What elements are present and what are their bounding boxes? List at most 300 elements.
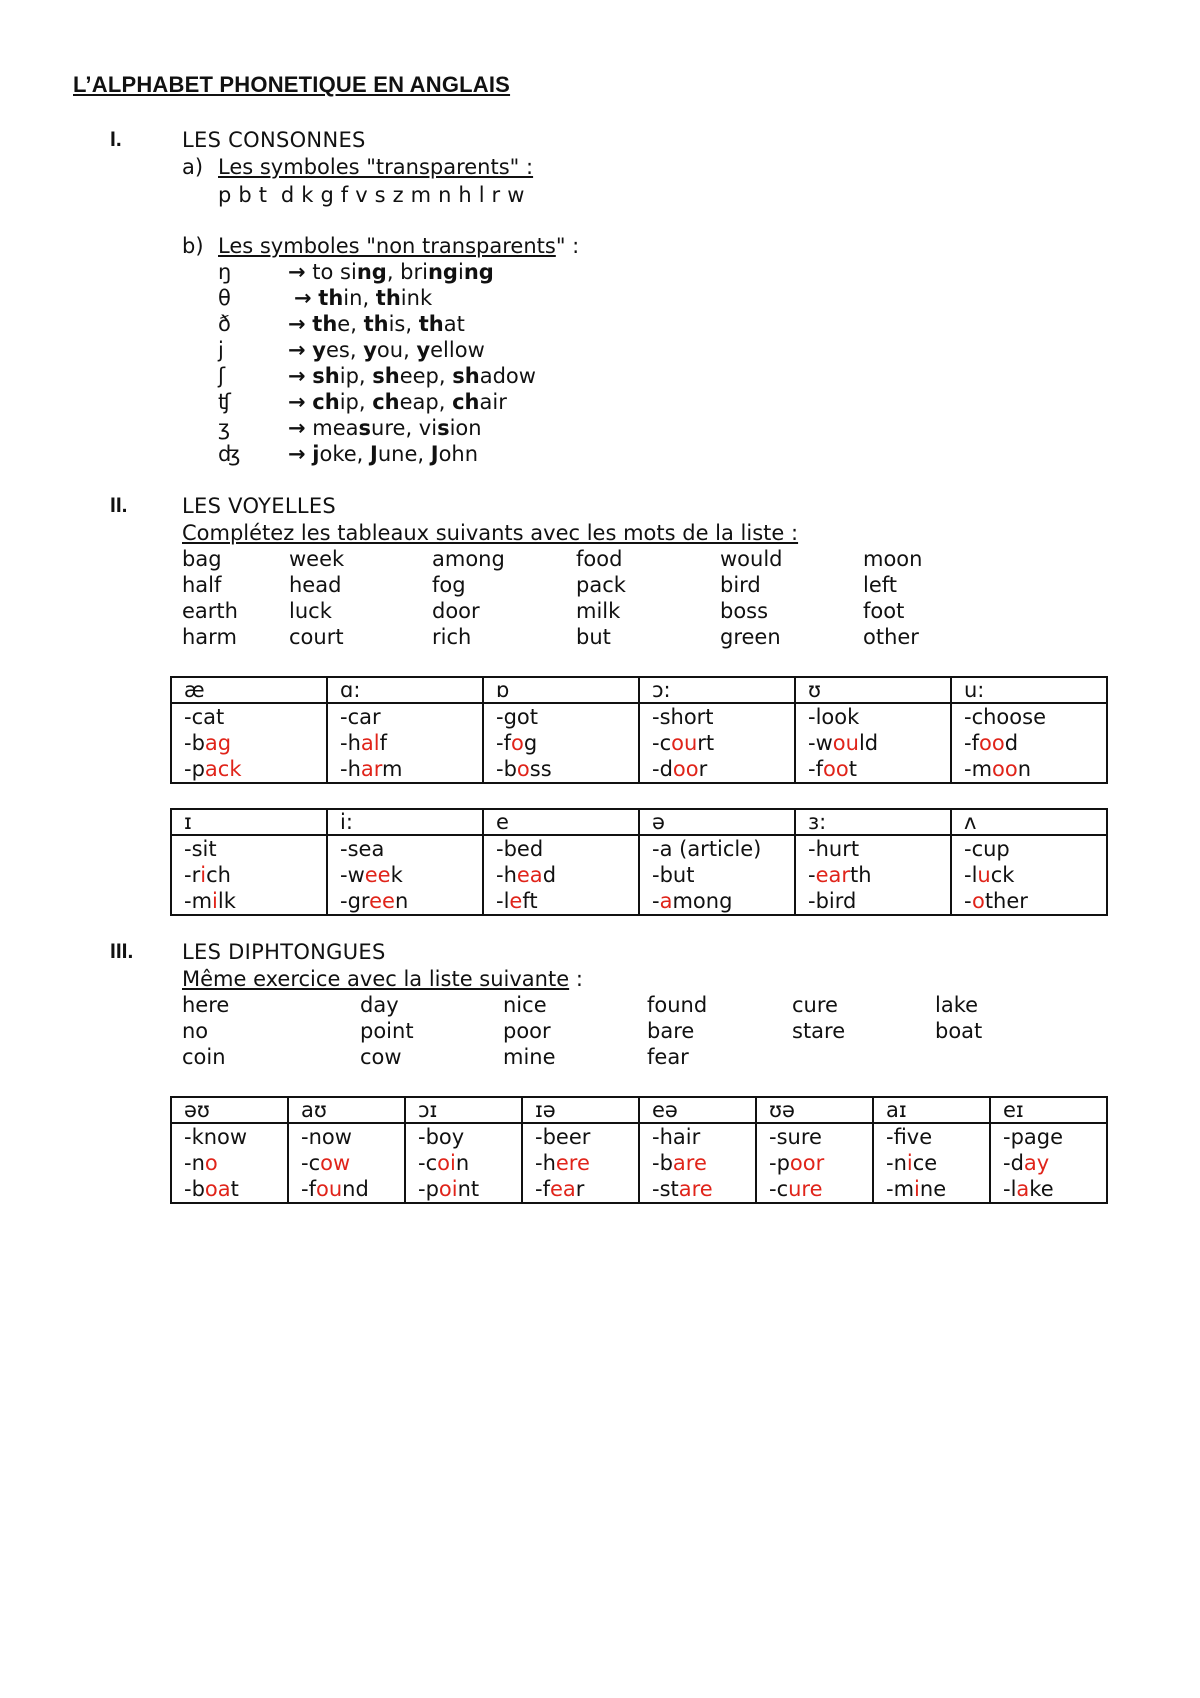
ipa-symbol: ʤ <box>218 442 241 466</box>
word-text: ce <box>912 1151 938 1175</box>
word-text: -bird <box>808 889 857 913</box>
arrow-right-icon: → <box>288 312 306 336</box>
arrow-right-icon: → <box>288 390 306 414</box>
word-text: -sit <box>184 837 217 861</box>
word-text: -n <box>886 1151 907 1175</box>
highlighted-letters: oi <box>438 1177 458 1201</box>
example-cell <box>288 1123 405 1203</box>
example-text: eap, <box>399 390 453 414</box>
word-list-item: nice <box>503 993 547 1017</box>
example-word <box>496 862 638 888</box>
example-highlight: sh <box>452 364 480 388</box>
word-text: -h <box>496 863 517 887</box>
arrow-right-icon: → <box>288 442 306 466</box>
example-word <box>652 1176 755 1202</box>
highlighted-letters: oo <box>978 731 1005 755</box>
highlighted-letters: oo <box>672 757 699 781</box>
example-word <box>886 1150 989 1176</box>
example-text: , bri <box>386 260 428 284</box>
example-word <box>652 704 794 730</box>
word-list-item: bare <box>647 1019 695 1043</box>
section-3-instruction <box>182 967 583 991</box>
ipa-symbol: ŋ <box>218 260 232 284</box>
example-highlight: th <box>375 286 401 310</box>
example-word <box>886 1124 989 1150</box>
example-word <box>886 1176 989 1202</box>
word-text: -m <box>184 889 213 913</box>
example-word <box>301 1176 404 1202</box>
word-text: -d <box>1003 1151 1024 1175</box>
ipa-header-cell: i: <box>327 809 483 835</box>
ipa-header-cell: aʊ <box>288 1097 405 1123</box>
word-list-item: pack <box>576 573 626 597</box>
example-text: e, <box>337 312 364 336</box>
word-text: -page <box>1003 1125 1064 1149</box>
word-list-item: poor <box>503 1019 551 1043</box>
example-cell <box>951 703 1107 783</box>
page-title: L’ALPHABET PHONETIQUE EN ANGLAIS <box>73 72 511 97</box>
subsection-b-label-rest: " : <box>555 234 580 258</box>
section-1-title: LES CONSONNES <box>182 128 366 152</box>
word-list-item: milk <box>576 599 621 623</box>
word-list-item: boss <box>720 599 769 623</box>
highlighted-letters: al <box>360 731 380 755</box>
highlighted-letters: ea <box>516 863 543 887</box>
table-header-row <box>171 1097 1107 1123</box>
example-word <box>769 1124 872 1150</box>
word-text: ke <box>1029 1177 1054 1201</box>
example-word <box>418 1176 521 1202</box>
symbol-examples <box>294 286 432 310</box>
highlighted-letters: i <box>914 1177 920 1201</box>
highlighted-letters: oo <box>822 757 849 781</box>
subsection-b-label <box>218 234 579 258</box>
word-text: lk <box>217 889 236 913</box>
word-text: -boy <box>418 1125 465 1149</box>
word-text: -gr <box>340 889 370 913</box>
highlighted-letters: ou <box>671 731 698 755</box>
example-cell <box>327 703 483 783</box>
word-list-item: green <box>720 625 781 649</box>
highlighted-letters: ear <box>815 863 851 887</box>
word-list-item: head <box>289 573 342 597</box>
word-list-item: no <box>182 1019 209 1043</box>
example-word <box>184 704 326 730</box>
example-text: ohn <box>438 442 479 466</box>
transparent-symbols-list <box>218 183 531 207</box>
highlighted-letters: ou <box>832 731 859 755</box>
vowel-table-1 <box>170 676 1108 784</box>
example-word <box>184 756 326 782</box>
word-text: -b <box>184 731 205 755</box>
example-text: ip, <box>339 364 373 388</box>
example-text: ou, <box>376 338 417 362</box>
highlighted-letters: ow <box>320 1151 351 1175</box>
transparent-symbol: b <box>238 183 252 207</box>
example-cell <box>639 1123 756 1203</box>
arrow-right-icon: → <box>288 338 306 362</box>
word-text: -l <box>964 863 978 887</box>
word-list-item: would <box>720 547 783 571</box>
example-word <box>1003 1176 1106 1202</box>
word-text: d <box>542 863 557 887</box>
word-text: -b <box>184 1177 205 1201</box>
example-word <box>964 704 1106 730</box>
highlighted-letters: are <box>672 1151 707 1175</box>
highlighted-letters: ure <box>788 1177 823 1201</box>
section-3-instruction-underlined: Même exercice avec la liste suivante <box>182 967 570 991</box>
word-text: -m <box>886 1177 915 1201</box>
word-list-item: bag <box>182 547 222 571</box>
example-cell <box>990 1123 1107 1203</box>
example-highlight: s <box>437 416 450 440</box>
example-word <box>496 836 638 862</box>
ipa-symbol: ʒ <box>218 416 231 440</box>
word-list-item: rich <box>432 625 472 649</box>
word-text: d <box>1004 731 1019 755</box>
word-list-item: point <box>360 1019 414 1043</box>
section-3-title: LES DIPHTONGUES <box>182 940 386 964</box>
word-text: f <box>379 731 387 755</box>
word-text: -hair <box>652 1125 701 1149</box>
highlighted-letters: u <box>977 863 991 887</box>
example-highlight: ch <box>312 390 340 414</box>
word-text: -hurt <box>808 837 860 861</box>
word-list-item: stare <box>792 1019 846 1043</box>
word-list-item: mine <box>503 1045 556 1069</box>
word-list-item: foot <box>863 599 905 623</box>
ipa-header-cell: eə <box>639 1097 756 1123</box>
word-text: -c <box>301 1151 321 1175</box>
example-word <box>769 1176 872 1202</box>
symbol-examples <box>288 416 482 440</box>
example-word <box>184 862 326 888</box>
symbol-examples <box>288 364 536 388</box>
table-row <box>171 835 1107 915</box>
ipa-header-cell: e <box>483 809 639 835</box>
example-cell <box>483 703 639 783</box>
example-word <box>418 1124 521 1150</box>
highlighted-letters: ee <box>369 889 395 913</box>
highlighted-letters: oa <box>204 1177 231 1201</box>
word-list-item: luck <box>289 599 332 623</box>
example-word <box>184 836 326 862</box>
example-word <box>184 730 326 756</box>
example-text: es, <box>326 338 364 362</box>
example-word <box>535 1124 638 1150</box>
highlighted-letters: i <box>200 863 207 887</box>
ipa-symbol: ð <box>218 312 231 336</box>
word-text: -got <box>496 705 538 729</box>
word-text: -c <box>652 731 672 755</box>
word-text: -five <box>886 1125 933 1149</box>
word-text: -a (article) <box>652 837 762 861</box>
example-text: air <box>479 390 507 414</box>
word-text: -bed <box>496 837 544 861</box>
word-list-item: here <box>182 993 230 1017</box>
ipa-symbol: θ <box>218 286 231 310</box>
highlighted-letters: i <box>906 1151 913 1175</box>
section-1-number: I. <box>110 128 122 151</box>
example-word <box>808 756 950 782</box>
word-list-item: found <box>647 993 708 1017</box>
example-word <box>652 888 794 914</box>
highlighted-letters: ou <box>315 1177 343 1201</box>
arrow-right-icon: → <box>294 286 312 310</box>
symbol-examples <box>288 338 485 362</box>
highlighted-letters: ar <box>360 757 383 781</box>
ipa-header-cell: ɪ <box>171 809 327 835</box>
transparent-symbol: d <box>280 183 295 207</box>
word-list-item: bird <box>720 573 761 597</box>
example-word <box>808 836 950 862</box>
word-text: -w <box>340 863 365 887</box>
transparent-symbol: h <box>458 183 472 207</box>
word-text: -f <box>301 1177 316 1201</box>
word-text: -p <box>769 1151 790 1175</box>
word-text: -st <box>652 1177 679 1201</box>
example-word <box>418 1150 521 1176</box>
example-cell <box>405 1123 522 1203</box>
ipa-header-cell: ɒ <box>483 677 639 703</box>
example-cell <box>327 835 483 915</box>
word-list-item: left <box>863 573 898 597</box>
example-cell <box>756 1123 873 1203</box>
word-list-item: cow <box>360 1045 402 1069</box>
example-highlight: th <box>318 286 344 310</box>
word-list-item: lake <box>935 993 979 1017</box>
word-text: -look <box>808 705 860 729</box>
word-text: ne <box>919 1177 947 1201</box>
word-text: -h <box>535 1151 556 1175</box>
example-highlight: y <box>363 338 377 362</box>
example-text: ion <box>449 416 482 440</box>
example-cell <box>873 1123 990 1203</box>
word-list-item: harm <box>182 625 237 649</box>
arrow-right-icon: → <box>288 364 306 388</box>
highlighted-letters: ee <box>364 863 391 887</box>
transparent-symbol: r <box>491 183 501 207</box>
transparent-symbol: t <box>258 183 267 207</box>
subsection-b-marker: b) <box>182 234 204 258</box>
symbol-examples <box>288 390 507 414</box>
example-word <box>769 1150 872 1176</box>
example-text: mea <box>312 416 359 440</box>
word-list-item: fear <box>647 1045 689 1069</box>
example-word <box>808 704 950 730</box>
example-highlight: ng <box>463 260 494 284</box>
word-text: -f <box>496 731 511 755</box>
example-cell <box>522 1123 639 1203</box>
word-text: -know <box>184 1125 248 1149</box>
example-cell <box>639 835 795 915</box>
example-text: is, <box>388 312 419 336</box>
word-text: m <box>382 757 403 781</box>
highlighted-letters: o <box>204 1151 218 1175</box>
word-text: -r <box>184 863 201 887</box>
ipa-header-cell: ə <box>639 809 795 835</box>
example-text: ip, <box>339 390 373 414</box>
word-text: nd <box>342 1177 369 1201</box>
word-text: ther <box>984 889 1028 913</box>
highlighted-letters: o <box>516 757 530 781</box>
word-text: -p <box>418 1177 439 1201</box>
example-word <box>652 1124 755 1150</box>
word-text: -f <box>808 757 823 781</box>
word-list-item: court <box>289 625 344 649</box>
subsection-b-label-underlined: Les symboles "non transparents <box>218 234 556 258</box>
word-list-item: coin <box>182 1045 226 1069</box>
transparent-symbol: f <box>340 183 349 207</box>
example-word <box>964 836 1106 862</box>
word-list-item: day <box>360 993 399 1017</box>
word-text: -f <box>964 731 979 755</box>
example-word <box>340 862 482 888</box>
word-text: -w <box>808 731 833 755</box>
ipa-header-cell: u: <box>951 677 1107 703</box>
example-text: in, <box>343 286 376 310</box>
example-word <box>184 1150 287 1176</box>
word-text: -now <box>301 1125 352 1149</box>
word-list-item: week <box>289 547 345 571</box>
ipa-header-cell: aɪ <box>873 1097 990 1123</box>
word-text: -but <box>652 863 695 887</box>
example-word <box>1003 1124 1106 1150</box>
ipa-header-cell: ʊə <box>756 1097 873 1123</box>
example-highlight: th <box>312 312 338 336</box>
word-text: mong <box>672 889 733 913</box>
word-text: -choose <box>964 705 1046 729</box>
example-highlight: ng <box>427 260 458 284</box>
example-highlight: J <box>430 442 439 466</box>
transparent-symbol: k <box>301 183 314 207</box>
transparent-symbol: m <box>410 183 432 207</box>
word-text: t <box>230 1177 239 1201</box>
example-text: ure, vi <box>371 416 438 440</box>
word-text: -cat <box>184 705 225 729</box>
example-word <box>808 862 950 888</box>
word-text: -b <box>496 757 517 781</box>
example-cell <box>171 1123 288 1203</box>
example-word <box>652 730 794 756</box>
word-text: -b <box>652 1151 673 1175</box>
section-3-number: III. <box>110 940 134 963</box>
word-text: -c <box>418 1151 438 1175</box>
example-word <box>301 1124 404 1150</box>
transparent-symbol: n <box>438 183 452 207</box>
word-text: -beer <box>535 1125 591 1149</box>
transparent-symbol: g <box>320 183 334 207</box>
ipa-symbol: ʧ <box>218 390 231 414</box>
word-list-item: other <box>863 625 919 649</box>
example-word <box>964 730 1106 756</box>
ipa-header-cell: ɑ: <box>327 677 483 703</box>
word-text: - <box>652 889 660 913</box>
example-text: oke, <box>319 442 371 466</box>
word-text: ft <box>522 889 538 913</box>
word-list-item: door <box>432 599 480 623</box>
word-list-item: but <box>576 625 611 649</box>
word-list-item: fog <box>432 573 466 597</box>
example-cell <box>171 703 327 783</box>
transparent-symbol: w <box>507 183 525 207</box>
arrow-right-icon: → <box>288 416 306 440</box>
example-word <box>652 862 794 888</box>
highlighted-letters: i <box>212 889 218 913</box>
example-cell <box>951 835 1107 915</box>
word-text: nt <box>457 1177 480 1201</box>
example-highlight: ch <box>452 390 480 414</box>
word-text: n <box>394 889 409 913</box>
example-word <box>1003 1150 1106 1176</box>
word-list-item: earth <box>182 599 238 623</box>
word-text: -n <box>184 1151 205 1175</box>
section-2-instruction: Complétez les tableaux suivants avec les mots de la liste : <box>182 521 799 545</box>
example-word <box>340 704 482 730</box>
highlighted-letters: ea <box>549 1177 576 1201</box>
word-text: -l <box>1003 1177 1017 1201</box>
example-highlight: J <box>370 442 378 466</box>
highlighted-letters: ay <box>1023 1151 1050 1175</box>
transparent-symbol: p <box>218 183 232 207</box>
word-text: t <box>848 757 857 781</box>
example-highlight: ch <box>372 390 400 414</box>
highlighted-letters: oo <box>992 757 1018 781</box>
section-2-number: II. <box>110 494 128 517</box>
symbol-examples <box>288 260 494 284</box>
example-word <box>808 730 950 756</box>
word-text: th <box>850 863 872 887</box>
subsection-a-label: Les symboles "transparents" : <box>218 155 534 179</box>
word-text: -sea <box>340 837 385 861</box>
word-list-item: boat <box>935 1019 983 1043</box>
example-word <box>652 756 794 782</box>
ipa-header-cell: ɔ: <box>639 677 795 703</box>
word-text: ss <box>529 757 552 781</box>
word-list-item: among <box>432 547 505 571</box>
highlighted-letters: a <box>1016 1177 1030 1201</box>
example-word <box>301 1150 404 1176</box>
example-word <box>496 704 638 730</box>
example-highlight: y <box>416 338 431 362</box>
example-word <box>340 756 482 782</box>
word-text: - <box>964 889 972 913</box>
highlighted-letters: o <box>971 889 985 913</box>
transparent-symbol: s <box>374 183 386 207</box>
word-text: rt <box>697 731 715 755</box>
word-text: -h <box>340 731 361 755</box>
example-cell <box>795 835 951 915</box>
example-text: adow <box>479 364 536 388</box>
example-word <box>184 1124 287 1150</box>
ipa-header-cell: ɪə <box>522 1097 639 1123</box>
example-word <box>964 756 1106 782</box>
word-list-item: cure <box>792 993 838 1017</box>
example-highlight: th <box>418 312 444 336</box>
table-row <box>171 703 1107 783</box>
ipa-header-cell: ʌ <box>951 809 1107 835</box>
word-text: -d <box>652 757 673 781</box>
word-text: -sure <box>769 1125 822 1149</box>
example-text: ink <box>400 286 433 310</box>
word-text: ch <box>206 863 231 887</box>
word-text: -short <box>652 705 714 729</box>
example-word <box>496 730 638 756</box>
word-text: n <box>1017 757 1032 781</box>
example-text: to si <box>312 260 357 284</box>
example-text: une, <box>377 442 431 466</box>
example-word <box>340 836 482 862</box>
